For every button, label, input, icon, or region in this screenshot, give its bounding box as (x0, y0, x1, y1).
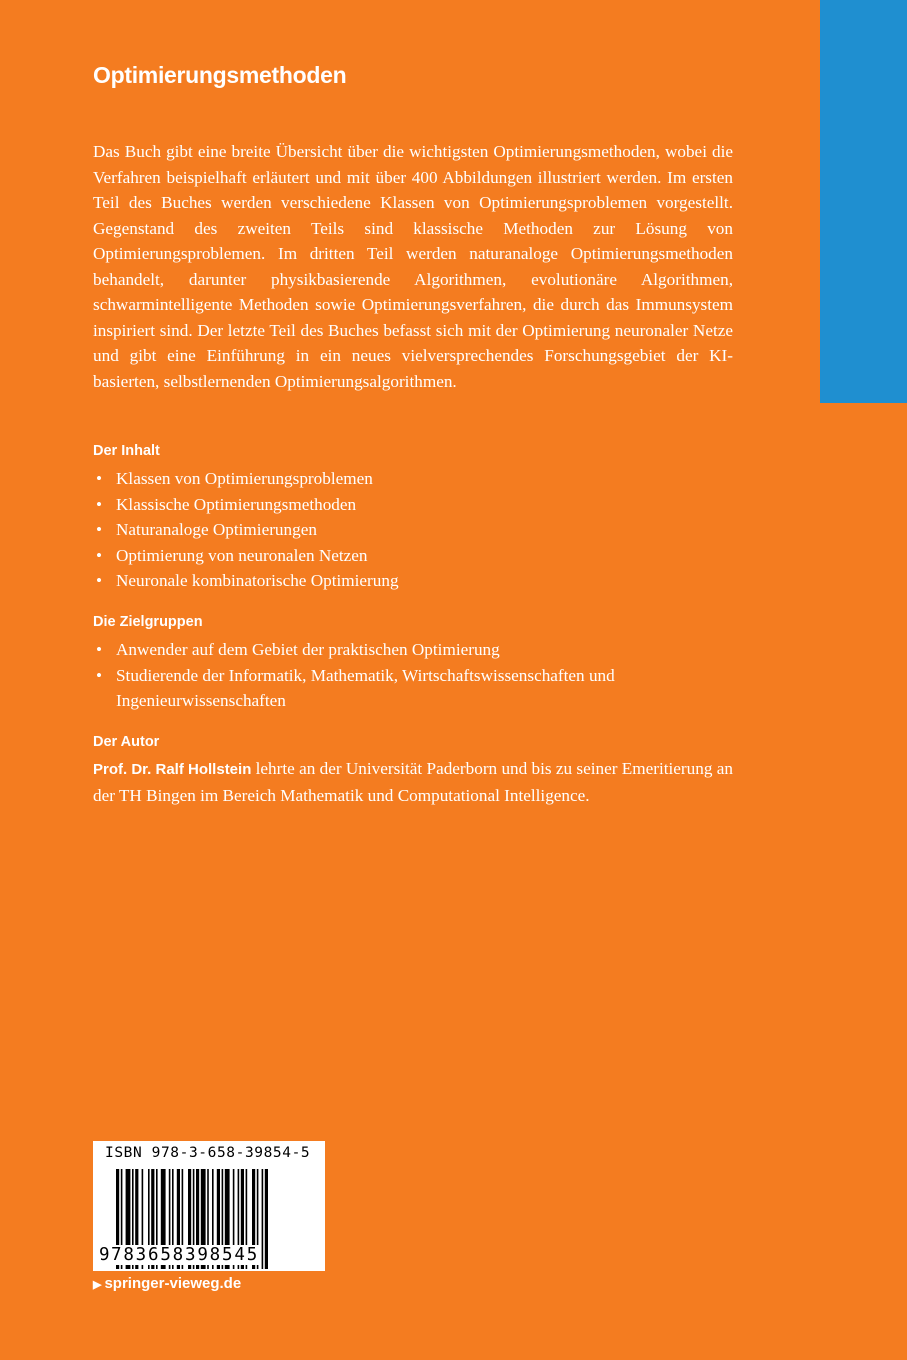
bullet-icon: • (95, 494, 103, 514)
list-item: • Neuronale kombinatorische Optimierung (93, 568, 733, 594)
bullet-icon: • (95, 640, 103, 659)
arrow-right-icon: ▶ (93, 1279, 102, 1291)
author-paragraph (93, 756, 743, 808)
autor-heading: Der Autor (93, 734, 160, 750)
barcode-digits: 783658398545 (111, 1245, 260, 1265)
bullet-icon: • (95, 665, 103, 685)
bullet-icon: • (95, 520, 103, 539)
barcode-first-digit: 9 (99, 1245, 110, 1265)
list-item: • Anwender auf dem Gebiet der praktischen Optimierung (93, 637, 733, 663)
list-item: • Klassen von Optimierungsproblemen (93, 466, 733, 492)
author-bio: lehrte an der Universität Paderborn und bis zu seiner Emeritierung an der TH Bingen im Bereich Mathematik und Computational Intelligence. (93, 759, 733, 805)
book-title: Optimierungsmethoden (93, 62, 347, 88)
zielgruppen-list (93, 637, 733, 714)
publisher-url: springer-vieweg.de (104, 1275, 242, 1292)
zielgruppen-heading: Die Zielgruppen (93, 614, 203, 630)
inhalt-heading: Der Inhalt (93, 443, 160, 459)
isbn-label: ISBN 978-3-658-39854-5 (105, 1145, 311, 1161)
barcode-bar (265, 1169, 268, 1269)
intro-paragraph: Das Buch gibt eine breite Übersicht über die wichtigsten Optimierungsmethoden, wobei die Verfahren beispielhaft erläutert und mit über 400 Abbildungen illustriert werden. Im ersten Teil des Buches werden verschiedene Klassen von Optimierungsproblemen vorgestellt. Gegenstand des zweiten Teils sind klassische Methoden zur Lösung von Optimierungsproblemen. Im dritten Teil werden naturanaloge Optimierungsmethoden behandelt, darunter physikbasierende Algorithmen, evolutionäre Algorithmen, schwarmintelligente Methoden sowie Optimierungsverfahren, die durch das Immunsystem inspiriert sind. Der letzte Teil des Buches befasst sich mit der Optimierung neuronaler Netze und gibt eine Einführung in ein neues vielversprechendes Forschungsgebiet der KI-basierten, selbstlernenden Optimierungsalgorithmen. (93, 142, 733, 391)
inhalt-list (93, 466, 733, 594)
bullet-icon: • (95, 571, 103, 590)
author-name: Prof. Dr. Ralf Hollstein (93, 761, 252, 778)
blue-side-band (820, 0, 907, 403)
bullet-icon: • (95, 545, 103, 565)
barcode-bar (262, 1169, 264, 1269)
barcode (93, 1141, 325, 1271)
list-item: • Klassische Optimierungsmethoden (93, 492, 733, 518)
bullet-icon: • (95, 469, 103, 488)
list-item: • Naturanaloge Optimierungen (93, 517, 733, 543)
list-item: • Studierende der Informatik, Mathematik, Wirtschaftswissenschaften und Ingenieurwissenschaften (93, 663, 701, 714)
publisher-link[interactable] (93, 1275, 241, 1292)
list-item: • Optimierung von neuronalen Netzen (93, 543, 733, 569)
